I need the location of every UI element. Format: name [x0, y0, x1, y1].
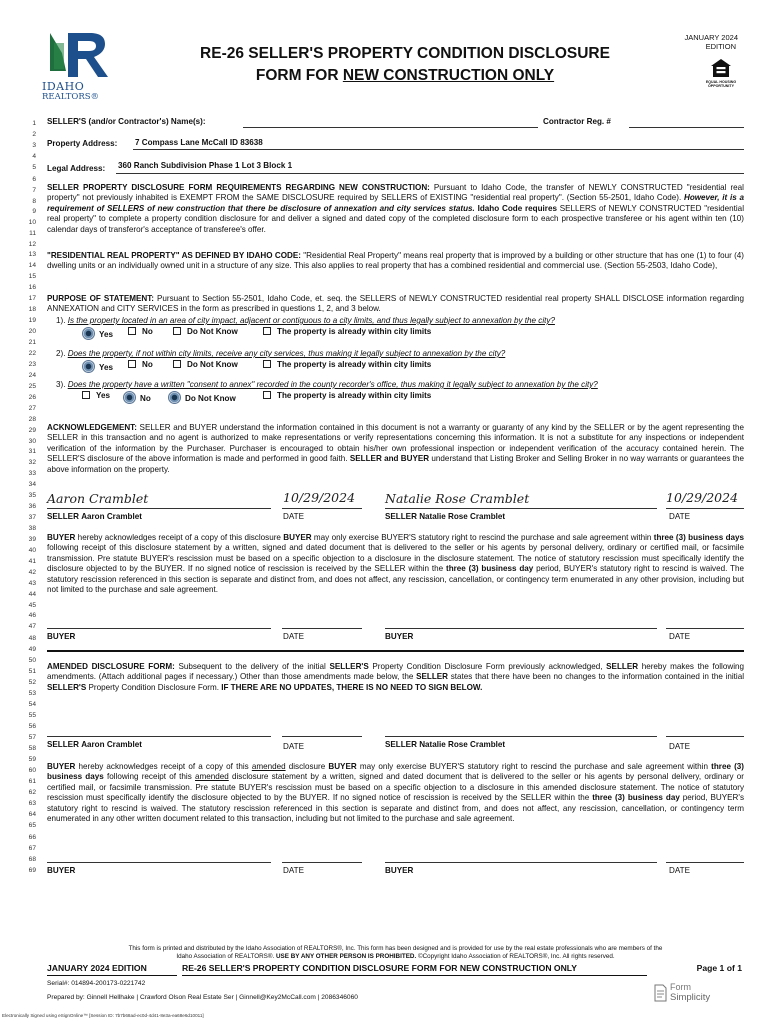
requirements-heading: SELLER PROPERTY DISCLOSURE FORM REQUIREMENTS REGARDING NEW CONSTRUCTION: — [47, 183, 430, 192]
idaho-realtors-logo — [42, 31, 110, 103]
q2-yes-radio-selected-icon[interactable] — [82, 360, 95, 373]
footer-notice-line2 — [47, 953, 744, 961]
q1-within-label: The property is already within city limits — [277, 327, 432, 336]
q3-yes-label: Yes — [96, 391, 110, 400]
question-2-text: Does the property, if not within city limits, receive any city services, thus making it legally subject to annexation by the city? — [67, 349, 506, 358]
line-number: 59 — [28, 756, 36, 763]
seller2-signature-date[interactable]: 10/29/2024 — [666, 490, 739, 505]
line-number: 54 — [28, 701, 36, 708]
line-number: 36 — [28, 503, 36, 510]
line-number: 13 — [28, 251, 36, 258]
q1-yes-radio-selected-icon[interactable] — [82, 327, 95, 340]
q3-dontknow-label: Do Not Know — [185, 394, 236, 403]
esign-stamp: Electronically Signed using eSignOnline™ [Session ID: 7b7b68ad-ec0d-4d41-8e3a-ea68e6d10011] — [2, 1013, 204, 1018]
amend-seller2-date-line[interactable] — [666, 736, 744, 737]
q2-dontknow-checkbox[interactable] — [173, 360, 181, 368]
footer-prepared-by: Prepared by: Ginnell Hellhake | Crawford Olson Real Estate Ser | Ginnell@Key2McCall.com | 2086346060 — [47, 994, 358, 1001]
footer-serial: Serial#: 014894-200173-0221742 — [47, 980, 146, 987]
buyer1-signature-line[interactable] — [47, 628, 271, 629]
line-number: 34 — [28, 481, 36, 488]
acknowledgement-heading: ACKNOWLEDGEMENT: — [47, 423, 137, 432]
q3-yes-checkbox[interactable] — [82, 391, 90, 399]
buyer-ack-bold2: BUYER — [283, 533, 312, 542]
question-2 — [56, 349, 505, 358]
amended-text3: hereby makes the following amendments. (Attach additional pages if necessary.) Other than those amendments made below, the — [47, 662, 745, 682]
footer-notice — [47, 945, 744, 961]
q2-within-checkbox[interactable] — [263, 360, 271, 368]
buyer-ack-text4: period, BUYER's statutory right to rescind is waived. The statutory rescission referenced in this section is separate and distinct from, and does not affect, any rescission, cancellation, or contingency term enumerated in any other provision, including but not limited to the purchase and sale agreement. — [47, 564, 745, 595]
amend-buyer1-date-line[interactable] — [282, 862, 362, 863]
acknowledgement-closing: understand that Listing Broker and Selling Broker in no way warrants or guarantees the above information on the property. — [47, 454, 744, 474]
q3-within-label: The property is already within city limits — [277, 391, 432, 400]
amended-bold4: SELLER'S — [47, 682, 87, 692]
line-number: 3 — [32, 142, 36, 149]
realtor-r-logo-icon — [42, 31, 110, 79]
form-simplicity-logo — [654, 982, 744, 1008]
line-number: 58 — [28, 745, 36, 752]
edition-label — [684, 33, 738, 51]
footer-form-title: RE-26 SELLER'S PROPERTY CONDITION DISCLOSURE FORM FOR NEW CONSTRUCTION ONLY — [182, 963, 577, 973]
q3-no-option[interactable] — [123, 391, 151, 404]
q3-no-label: No — [140, 394, 151, 403]
buyer-ack2-bold4: three (3) business day — [592, 793, 680, 803]
form-title-line1: RE-26 SELLER'S PROPERTY CONDITION DISCLOSURE — [200, 45, 610, 62]
line-number: 46 — [28, 612, 36, 619]
buyer-ack2-text4: following receipt of this — [103, 772, 195, 782]
footer-notice2-a: Idaho Association of REALTORS®. — [176, 953, 276, 960]
amend-buyer2-date-line[interactable] — [666, 862, 744, 863]
line-number: 11 — [29, 230, 36, 237]
buyer-ack2-amended1: amended — [251, 762, 286, 771]
logo-realtors-text: REALTORS® — [42, 92, 100, 102]
buyer-ack2-text3: may only exercise BUYER'S statutory right to rescind the purchase and sale agreement within — [356, 762, 712, 771]
property-address-underline — [133, 149, 744, 150]
seller1-date-line — [282, 508, 362, 509]
form-simplicity-icon — [654, 984, 667, 1002]
line-number: 37 — [28, 514, 36, 521]
line-number: 33 — [28, 470, 36, 477]
contractor-reg-field[interactable] — [629, 127, 744, 128]
q1-within-checkbox[interactable] — [263, 327, 271, 335]
buyer2-date-label: DATE — [669, 632, 690, 641]
q1-no-label: No — [142, 327, 153, 336]
buyer-ack2-lead: BUYER — [47, 762, 76, 771]
line-number: 65 — [28, 822, 36, 829]
sellers-name-label: SELLER'S (and/or Contractor's) Name(s): — [47, 117, 206, 126]
line-number: 8 — [32, 198, 36, 205]
title-prefix: FORM FOR — [255, 67, 343, 84]
seller1-caption — [47, 512, 142, 521]
q2-within-label: The property is already within city limits — [277, 360, 432, 369]
title-underlined: NEW CONSTRUCTION ONLY — [342, 67, 555, 84]
amend-seller2-name: Natalie Rose Cramblet — [419, 740, 506, 749]
amended-bold2: SELLER — [606, 662, 639, 671]
amend-buyer2-signature-line[interactable] — [385, 862, 657, 863]
line-number: 49 — [28, 646, 36, 653]
line-number: 22 — [28, 350, 36, 357]
definition-heading: "RESIDENTIAL REAL PROPERTY" AS DEFINED BY IDAHO CODE: — [47, 251, 301, 260]
q2-dontknow-option[interactable] — [173, 360, 238, 369]
line-number: 18 — [28, 306, 36, 313]
section-divider — [47, 650, 744, 652]
acknowledgement-text: SELLER and BUYER understand the information contained in this document is not a warranty or guaranty of any kind by the SELLER or by the agent representing the SELLER in this transaction and no agent is authorized to make representations or verify representations concerning this information. It is not a substitute for any inspections or independent verification of the information by the Purchaser. Purchaser is encouraged to obtain his/her own professional inspection or independent verification of the accuracy contained herein. The SELLER'S disclosure of the above information is made and performed in good faith. — [47, 423, 744, 464]
amended-text1: Subsequent to the delivery of the initial — [174, 662, 330, 671]
q2-yes-label: Yes — [99, 363, 113, 372]
amend-buyer1-signature-line[interactable] — [47, 862, 271, 863]
line-number: 6 — [32, 176, 36, 183]
line-number: 26 — [28, 394, 36, 401]
q1-within-option[interactable] — [263, 327, 431, 336]
line-number: 53 — [28, 690, 36, 697]
line-number: 47 — [28, 623, 36, 630]
line-number: 66 — [28, 834, 36, 841]
amend-buyer1-label: BUYER — [47, 866, 76, 875]
line-number: 14 — [28, 262, 36, 269]
line-number: 67 — [28, 845, 36, 852]
q2-no-option[interactable] — [128, 360, 153, 369]
equal-housing-logo — [704, 58, 738, 92]
line-number: 68 — [28, 856, 36, 863]
buyer2-date-line[interactable] — [666, 628, 744, 629]
purpose-paragraph — [47, 294, 744, 315]
seller1-name: Aaron Cramblet — [81, 512, 142, 521]
line-number: 10 — [28, 219, 36, 226]
amended-text5: Property Condition Disclosure Form. — [86, 682, 222, 692]
requirements-emphasis: However, it is a requirement of SELLERS of new construction that there be disclosure of annexation and city services status. — [47, 193, 744, 213]
line-number: 30 — [28, 438, 36, 445]
line-number: 24 — [28, 372, 36, 379]
buyer1-label: BUYER — [47, 632, 76, 641]
question-1-text: Is the property located in an area of city impact, adjacent or contiguous to a city limits, and thus legally subject to annexation by the city? — [67, 316, 555, 325]
q2-no-label: No — [142, 360, 153, 369]
line-number: 2 — [32, 131, 36, 138]
line-number: 17 — [28, 295, 36, 302]
q1-dontknow-option[interactable] — [173, 327, 238, 336]
purpose-text: Pursuant to Section 55-2501, Idaho Code, et. seq. the SELLERS of NEWLY CONSTRUCTED residential real property SHALL DISCLOSE information regarding ANNEXATION and CITY SERVICES in the form as prescribed in questions 1, 2, and 3 below. — [47, 294, 744, 314]
equal-housing-icon — [710, 58, 732, 78]
q2-dontknow-label: Do Not Know — [187, 360, 238, 369]
line-number: 25 — [28, 383, 36, 390]
requirements-text1: Pursuant to Idaho Code, the transfer of NEWLY CONSTRUCTED "residential real property" not previously inhabited is EXEMPT FROM the SAME DISCLOSURE required by SELLERS of EXISTING "residential real property". (Section 55-2501, Idaho Code). — [47, 183, 744, 203]
legal-address-value[interactable]: 360 Ranch Subdivision Phase 1 Lot 3 Block 1 — [118, 161, 293, 170]
seller2-signature[interactable]: Natalie Rose Cramblet — [385, 491, 530, 506]
legal-address-underline — [116, 173, 744, 174]
line-number: 31 — [28, 448, 36, 455]
form-simplicity-line2: Simplicity — [670, 992, 711, 1003]
amend-seller1-signature-line[interactable] — [47, 736, 271, 737]
line-number: 16 — [28, 284, 36, 291]
line-number: 42 — [28, 569, 36, 576]
definition-paragraph — [47, 251, 744, 272]
line-number: 9 — [32, 208, 36, 215]
footer-notice2-b: ©Copyright Idaho Association of REALTORS®, Inc. All rights reserved. — [416, 953, 615, 960]
line-number: 39 — [28, 536, 36, 543]
amend-seller1-label: SELLER — [47, 740, 79, 749]
q2-yes-option[interactable] — [82, 360, 113, 373]
property-address-value[interactable]: 7 Compass Lane McCall ID 83638 — [135, 138, 263, 147]
line-number: 44 — [28, 591, 36, 598]
amend-seller1-caption — [47, 740, 142, 749]
question-3 — [56, 380, 598, 389]
buyer-ack2-text5: disclosure statement by a written, signed and dated document that is delivered to the seller or his agents by personal delivery, ordinary or certified mail, or facsimile transmission. Pre statute BUYER's rescission must be based on a specific objection to a disclosure in this amended disclosure statement. The notice of statutory rescission must specifically identify the disclosure objected to by the BUYER. If no signed notice of rescission is received by the SELLER within the — [47, 772, 744, 803]
line-number: 32 — [28, 459, 36, 466]
question-1-number: 1). — [56, 316, 66, 325]
line-number: 38 — [28, 525, 36, 532]
buyer-ack-text3: following receipt of this disclosure statement by a written, signed and dated document that is delivered to the seller or his agents by personal delivery, ordinary or certified mail, or facsimile transmission. Pre statute BUYER's rescission must be based on a specific objection to a disclosure in the disclosure statement. The notice of statutory rescission must specifically identify the disclosure objected to by the BUYER. If no signed notice of rescission is received by the SELLER within the — [47, 543, 744, 574]
amend-seller2-caption — [385, 740, 505, 749]
amended-bold3: SELLER — [416, 672, 449, 682]
line-number: 52 — [28, 679, 36, 686]
line-number: 40 — [28, 547, 36, 554]
buyer-ack2-text2: disclosure — [285, 762, 329, 771]
footer-notice2-bold: USE BY ANY OTHER PERSON IS PROHIBITED. — [276, 953, 417, 960]
amend-seller1-date-line[interactable] — [282, 736, 362, 737]
seller2-date-label: DATE — [669, 512, 690, 521]
q2-no-checkbox[interactable] — [128, 360, 136, 368]
line-number: 7 — [32, 187, 36, 194]
amend-seller2-label: SELLER — [385, 740, 417, 749]
amended-text2: Property Condition Disclosure Form previously acknowledged, — [368, 662, 607, 671]
q3-dontknow-radio-icon[interactable] — [168, 391, 181, 404]
logo-idaho-text: IDAHO — [42, 80, 85, 93]
q1-no-option[interactable] — [128, 327, 153, 336]
q3-no-radio-selected-icon[interactable] — [123, 391, 136, 404]
line-number: 21 — [28, 339, 36, 346]
line-number: 55 — [28, 712, 36, 719]
form-simplicity-line1: Form — [670, 982, 691, 992]
q3-within-checkbox[interactable] — [263, 391, 271, 399]
requirements-paragraph — [47, 183, 744, 235]
amend-buyer1-date-label: DATE — [283, 866, 304, 875]
line-number: 41 — [28, 558, 36, 565]
eho-caption: EQUAL HOUSING OPPORTUNITY — [705, 80, 737, 88]
line-number: 64 — [28, 811, 36, 818]
line-number: 15 — [28, 273, 36, 280]
q1-yes-option[interactable] — [82, 327, 113, 340]
line-number: 20 — [28, 328, 36, 335]
acknowledgement-closing-bold: SELLER and BUYER — [349, 454, 430, 464]
seller1-date-label: DATE — [283, 512, 304, 521]
line-number: 23 — [28, 361, 36, 368]
question-2-number: 2). — [56, 349, 66, 358]
buyer-ack2-bold2: BUYER — [328, 762, 357, 771]
purpose-heading: PURPOSE OF STATEMENT: — [47, 294, 154, 303]
seller2-caption — [385, 512, 505, 521]
line-number: 45 — [28, 602, 36, 609]
line-number: 56 — [28, 723, 36, 730]
amended-paragraph — [47, 662, 744, 693]
line-number: 27 — [28, 405, 36, 412]
q2-within-option[interactable] — [263, 360, 431, 369]
buyer-ack-lead: BUYER — [47, 533, 76, 542]
q1-dontknow-label: Do Not Know — [187, 327, 238, 336]
buyer-ack-text2: may only exercise BUYER'S statutory right to rescind the purchase and sale agreement within — [311, 533, 654, 542]
question-1 — [56, 316, 555, 325]
contractor-reg-label: Contractor Reg. # — [543, 117, 611, 126]
line-number: 4 — [32, 153, 36, 160]
amended-bold1: SELLER'S — [329, 662, 369, 671]
line-number: 5 — [32, 164, 36, 171]
seller2-signature-line — [385, 508, 657, 509]
buyer-ack2-paragraph — [47, 762, 744, 824]
question-3-text: Does the property have a written "consent to annex" recorded in the county recorder's office, thus making it legally subject to annexation by the city? — [67, 380, 598, 389]
line-number: 19 — [28, 317, 36, 324]
footer-title-underline — [182, 975, 647, 976]
line-number: 62 — [28, 789, 36, 796]
footer-page: Page 1 of 1 — [696, 963, 742, 973]
buyer1-date-line[interactable] — [282, 628, 362, 629]
footer-edition: JANUARY 2024 EDITION — [47, 963, 147, 973]
definition-text: "Residential Real Property" means real property that is improved by a building or other structure that has one (1) to four (4) dwelling units or an individually owned unit in a structure of any size. This also applies to real property that has a combined residential and commercial use. (Section 55-2503, Idaho Code), — [47, 251, 744, 271]
seller1-signature[interactable]: Aaron Cramblet — [47, 491, 149, 506]
seller2-label: SELLER — [385, 512, 417, 521]
amend-seller1-name: Aaron Cramblet — [81, 740, 142, 749]
buyer-ack2-amended2: amended — [195, 772, 229, 782]
property-address-label: Property Address: — [47, 139, 118, 148]
line-number: 43 — [28, 580, 36, 587]
line-number: 50 — [28, 657, 36, 664]
edition-line1: JANUARY 2024 — [684, 33, 738, 42]
buyer-ack-text1: hereby acknowledges receipt of a copy of this disclosure — [75, 533, 284, 542]
seller2-name: Natalie Rose Cramblet — [419, 512, 506, 521]
line-number: 29 — [28, 427, 36, 434]
edition-line2: EDITION — [705, 42, 736, 51]
seller2-date-line — [666, 508, 744, 509]
amend-seller1-date-label: DATE — [283, 742, 304, 751]
buyer-ack2-text1: hereby acknowledges receipt of a copy of this — [75, 762, 252, 771]
buyer-ack-bold3: three (3) business days — [653, 533, 745, 542]
q1-yes-label: Yes — [99, 330, 113, 339]
seller1-signature-line — [47, 508, 271, 509]
legal-address-label: Legal Address: — [47, 164, 106, 173]
sellers-name-field[interactable] — [243, 127, 538, 128]
q3-dontknow-option[interactable] — [168, 391, 236, 404]
line-number: 28 — [28, 416, 36, 423]
buyer1-date-label: DATE — [283, 632, 304, 641]
amend-buyer2-date-label: DATE — [669, 866, 690, 875]
acknowledgement-paragraph — [47, 423, 744, 475]
amend-buyer2-label: BUYER — [385, 866, 414, 875]
requirements-code-requires: Idaho Code requires — [474, 203, 557, 213]
line-number: 12 — [28, 241, 36, 248]
line-number: 63 — [28, 800, 36, 807]
footer-notice-line1: This form is printed and distributed by the Idaho Association of REALTORS®, Inc. This form has been designed and is provided for use by the real estate professionals who are members of the — [128, 945, 663, 952]
buyer2-signature-line[interactable] — [385, 628, 657, 629]
q1-dontknow-checkbox[interactable] — [173, 327, 181, 335]
footer-edition-underline — [47, 975, 177, 976]
line-number: 1 — [32, 120, 36, 127]
line-number: 35 — [28, 492, 36, 499]
buyer2-label: BUYER — [385, 632, 414, 641]
seller1-label: SELLER — [47, 512, 79, 521]
amended-heading: AMENDED DISCLOSURE FORM: — [47, 662, 175, 671]
line-number: 60 — [28, 767, 36, 774]
buyer-ack-paragraph — [47, 533, 744, 595]
amend-seller2-signature-line[interactable] — [385, 736, 657, 737]
line-number: 57 — [28, 734, 36, 741]
buyer-ack-bold4: three (3) business day — [446, 564, 534, 574]
seller1-signature-date[interactable]: 10/29/2024 — [283, 490, 356, 505]
line-number: 61 — [28, 778, 36, 785]
q3-within-option[interactable] — [263, 391, 431, 400]
question-3-number: 3). — [56, 380, 66, 389]
form-title-line2 — [150, 66, 660, 86]
q3-yes-option[interactable] — [82, 391, 110, 400]
amended-bold5: IF THERE ARE NO UPDATES, THERE IS NO NEED TO SIGN BELOW. — [221, 682, 483, 692]
requirements-text3: SELLERS of NEWLY CONSTRUCTED "residential real property" to complete a property condition disclosure for and deliver a signed and dated copy of the completed disclosure form to each prospective transferee or his agent within ten (10) calendar days of transferor's acceptance of transferee's offer. — [47, 203, 744, 234]
buyer-ack2-bold3: three (3) business days — [47, 762, 745, 782]
amended-text4: states that there have been no changes to the information contained in the initial — [448, 672, 744, 682]
line-number: 51 — [28, 668, 36, 675]
amend-seller2-date-label: DATE — [669, 742, 690, 751]
line-number: 69 — [28, 867, 36, 874]
buyer-ack2-text6: period, BUYER's statutory right to rescind is waived. The statutory rescission referenced in this section is separate and distinct from, and does not affect, any rescission, cancellation, or contingency term enumerated in any other written document related to this transaction, including but not limited to the purchase and sale agreement. — [47, 793, 744, 824]
q1-no-checkbox[interactable] — [128, 327, 136, 335]
line-number: 48 — [28, 635, 36, 642]
